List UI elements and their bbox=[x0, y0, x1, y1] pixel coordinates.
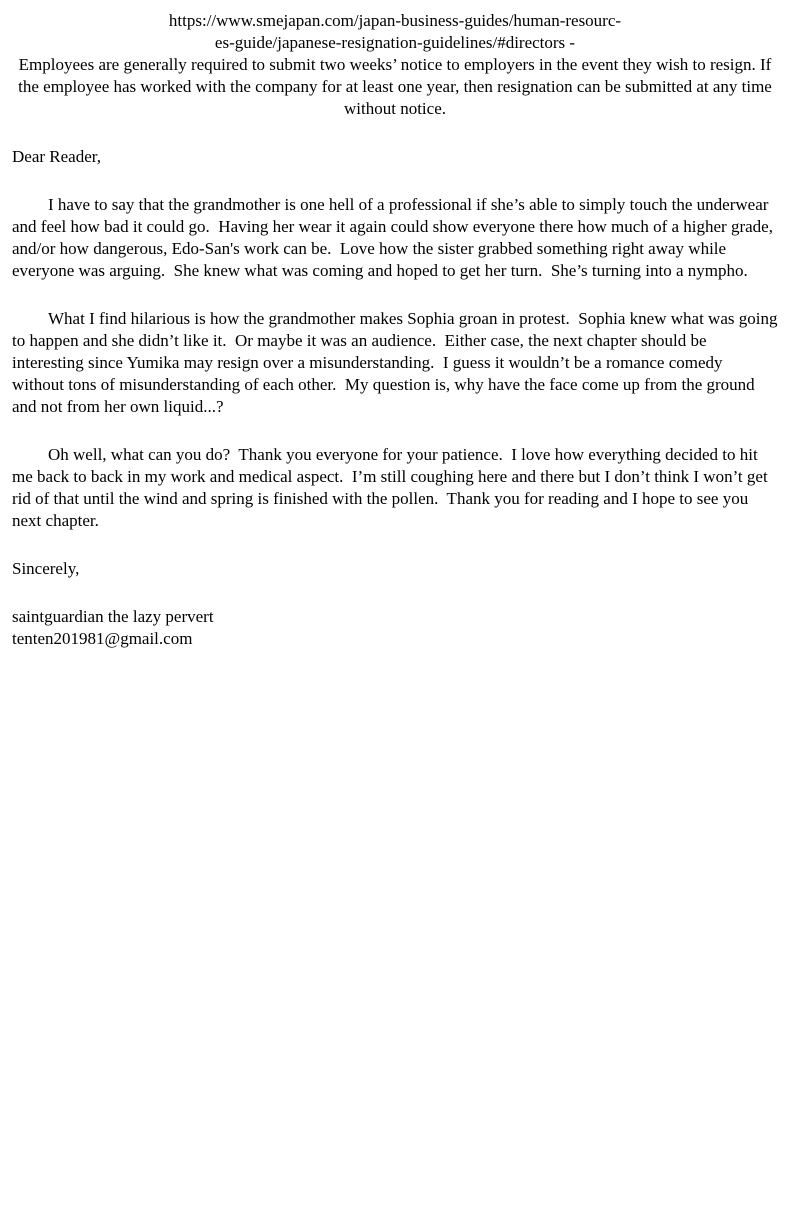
letter-paragraph-2: What I find hilarious is how the grandmother makes Sophia groan in protest. Sophia knew what was going to happen and she didn’t like it. Or maybe it was an audience. Either case, the next chapter should be interesting since Yumika may resign over a misunderstanding. I guess it wouldn’t be a romance comedy without tons of misunderstanding of each other. My question is, why have the face come up from the ground and not from her own liquid...? bbox=[12, 309, 782, 416]
letter-paragraph-3: Oh well, what can you do? Thank you everyone for your patience. I love how everything decided to hit me back to back in my work and medical aspect. I’m still coughing here and there but I don’t think I won’t get rid of that until the wind and spring is finished with the pollen. Thank you for reading and I hope to see you next chapter. bbox=[12, 445, 772, 530]
closing: Sincerely, bbox=[12, 559, 80, 578]
signature-email: tenten201981@gmail.com bbox=[12, 629, 193, 648]
signature-name: saintguardian the lazy pervert bbox=[12, 607, 214, 626]
source-quote-text: Employees are generally required to submit two weeks’ notice to employers in the event they wish to resign. If the employee has worked with the company for at least one year, then resignation can be submitted at any time without notice. bbox=[18, 55, 777, 118]
source-url-line-2: es-guide/japanese-resignation-guidelines/#directors - bbox=[214, 33, 576, 52]
salutation: Dear Reader, bbox=[12, 147, 101, 166]
letter-paragraph-1: I have to say that the grandmother is one hell of a professional if she’s able to simply touch the underwear and feel how bad it could go. Having her wear it again could show everyone there how much of a higher grade, and/or how dangerous, Edo-San's work can be. Love how the sister grabbed something right away while everyone was arguing. She knew what was coming and hoped to get her turn. She’s turning into a nympho. bbox=[12, 195, 778, 280]
source-url-line-1: https://www.smejapan.com/japan-business-guides/human-resourc- bbox=[168, 11, 622, 30]
source-citation-block bbox=[12, 10, 778, 120]
signature-block bbox=[12, 606, 778, 650]
